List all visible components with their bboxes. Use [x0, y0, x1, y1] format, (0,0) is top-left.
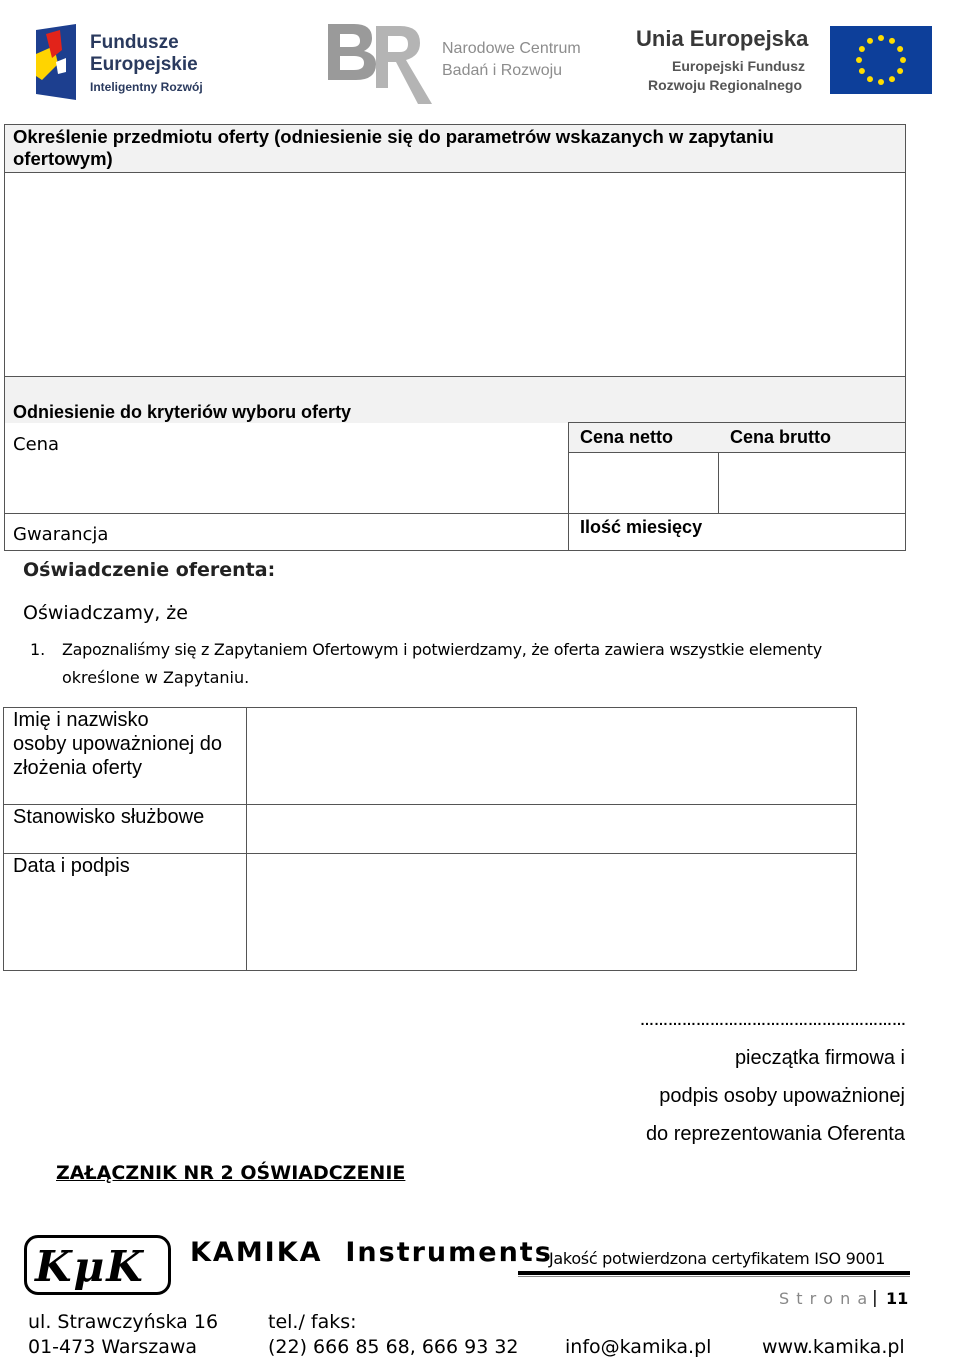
signature-line2: podpis osoby upoważnionej: [659, 1085, 905, 1107]
declaration-heading: Oświadczenie oferenta:: [23, 559, 276, 581]
eu-star-icon: [889, 38, 895, 44]
fe-logo-line2: Europejskie: [90, 54, 198, 75]
kuk-logo: [24, 1235, 171, 1295]
eu-flag-icon: [830, 26, 932, 94]
eu-star-icon: [900, 57, 906, 63]
eu-star-icon: [897, 68, 903, 74]
ncbr-logo: [322, 16, 582, 106]
fe-logo-line1: Fundusze: [90, 32, 179, 53]
eu-logo-line1: Europejski Fundusz: [672, 58, 806, 74]
warranty-label: Gwarancja: [13, 524, 109, 545]
tel-numbers: (22) 666 85 68, 666 93 32: [268, 1336, 519, 1358]
company-name: KAMIKA Instruments: [190, 1237, 553, 1268]
gross-price-label: Cena brutto: [730, 427, 831, 447]
price-label: Cena: [13, 434, 60, 455]
eu-star-icon: [897, 46, 903, 52]
page-number: 11: [886, 1289, 909, 1308]
attachment-title: ZAŁĄCZNIK NR 2 OŚWIADCZENIE: [56, 1162, 406, 1184]
name-input[interactable]: [247, 708, 856, 804]
fe-logo-line3: Inteligentny Rozwój: [90, 80, 203, 94]
criteria-header: Odniesienie do kryteriów wyboru oferty: [13, 402, 352, 422]
eu-star-icon: [878, 79, 884, 85]
eu-star-icon: [889, 76, 895, 82]
eu-star-icon: [867, 38, 873, 44]
footer-rule-thin: [518, 1276, 910, 1277]
subject-header: Określenie przedmiotu oferty (odniesienie się do parametrów wskazanych w zapytaniu ofertowym): [13, 126, 774, 169]
declaration-intro: Oświadczamy, że: [23, 602, 188, 624]
date-signature-input[interactable]: [247, 854, 856, 970]
ncbr-logo-line2: Badań i Rozwoju: [442, 62, 563, 79]
eu-logo-title: Unia Europejska: [636, 26, 809, 51]
eu-star-icon: [859, 46, 865, 52]
net-price-label: Cena netto: [580, 427, 674, 447]
declaration-item-number: 1.: [30, 640, 46, 659]
eu-logo-line2: Rozwoju Regionalnego: [648, 77, 802, 93]
declaration-item-line2: określone w Zapytaniu.: [62, 668, 250, 687]
website-link[interactable]: www.kamika.pl: [762, 1336, 905, 1358]
net-gross-header-line: [568, 422, 905, 423]
address-line1: ul. Strawczyńska 16: [28, 1311, 219, 1333]
name-label-line1: Imię i nazwisko: [13, 709, 149, 731]
page-separator: |: [872, 1288, 878, 1308]
footer-rule: [518, 1271, 910, 1275]
eu-star-icon: [856, 57, 862, 63]
eu-star-icon: [878, 35, 884, 41]
declaration-item-line1: Zapoznaliśmy się z Zapytaniem Ofertowym i potwierdzamy, że oferta zawiera wszystkie elementy: [62, 640, 822, 659]
warranty-row-line: [5, 513, 905, 514]
name-label-line3: złożenia oferty: [13, 757, 142, 779]
ncbr-logo-line1: Narodowe Centrum: [442, 40, 581, 57]
gross-price-input[interactable]: [719, 454, 905, 512]
eu-star-icon: [859, 68, 865, 74]
position-label: Stanowisko służbowe: [13, 806, 205, 828]
eu-star-icon: [867, 76, 873, 82]
tel-label: tel./ faks:: [268, 1311, 357, 1333]
signatory-table: [3, 707, 857, 971]
fundusze-europejskie-logo: [32, 20, 222, 102]
months-label: Ilość miesięcy: [580, 517, 703, 537]
signature-line1: pieczątka firmowa i: [734, 1047, 905, 1069]
position-input[interactable]: [247, 805, 856, 853]
name-label-line2: osoby upoważnionej do: [13, 733, 223, 755]
ncbr-br-mark-icon: [322, 16, 432, 106]
kuk-logo-text: KμK: [35, 1242, 145, 1291]
email-link[interactable]: info@kamika.pl: [565, 1336, 712, 1358]
eu-logo: [636, 24, 936, 96]
offer-table: [4, 124, 906, 551]
date-label: Data i podpis: [13, 855, 130, 877]
subject-input-area[interactable]: [5, 173, 905, 376]
fe-logo-mark-icon: [32, 24, 80, 100]
signature-dots: …………………………………………………: [640, 1012, 906, 1028]
net-price-input[interactable]: [569, 454, 717, 512]
address-line2: 01-473 Warszawa: [28, 1336, 198, 1358]
signature-line3: do reprezentowania Oferenta: [645, 1123, 905, 1145]
page-label: S t r o n a: [779, 1289, 869, 1308]
quality-text: Jakość potwierdzona certyfikatem ISO 9001: [549, 1249, 886, 1268]
